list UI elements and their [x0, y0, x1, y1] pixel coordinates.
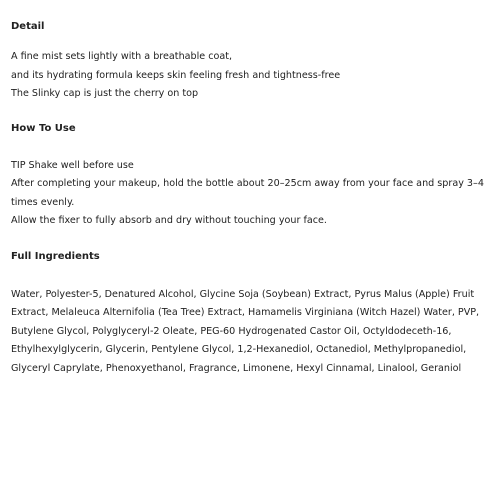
how-to-use-section — [11, 157, 492, 231]
detail-heading: Detail — [11, 21, 45, 32]
how-to-use-line: TIP Shake well before use — [11, 159, 134, 171]
ingredients-text: Water, Polyester-5, Denatured Alcohol, Glycine Soja (Soybean) Extract, Pyrus Malus (Apple) Fruit Extract, Melaleuca Alternifolia (Tea Tree) Extract, Hamamelis Virginiana (Witch Hazel) Water, PVP, Butylene Glycol, Polyglyceryl-2 Oleate, PEG-60 Hydrogenated Castor Oil, Octyldodeceth-16, Ethylhexylglycerin, Glycerin, Pentylene Glycol, 1,2-Hexanediol, Octanediol, Methylpropanediol, Glyceryl Caprylate, Phenoxyethanol, Fragrance, Limonene, Hexyl Cinnamal, Linalool, Geraniol — [11, 288, 480, 374]
detail-line: The Slinky cap is just the cherry on top — [11, 88, 199, 99]
detail-line: and its hydrating formula keeps skin feeling fresh and tightness-free — [11, 69, 341, 81]
ingredients-section — [11, 286, 492, 379]
how-to-use-heading: How To Use — [11, 122, 76, 134]
full-ingredients-heading: Full Ingredients — [11, 250, 100, 262]
detail-section — [11, 48, 492, 104]
detail-line: A fine mist sets lightly with a breathable coat, — [11, 51, 233, 62]
how-to-use-line: After completing your makeup, hold the bottle about 20–25cm away from your face and spray 3–4 times evenly. — [11, 178, 484, 208]
how-to-use-line: Allow the fixer to fully absorb and dry without touching your face. — [11, 215, 327, 226]
